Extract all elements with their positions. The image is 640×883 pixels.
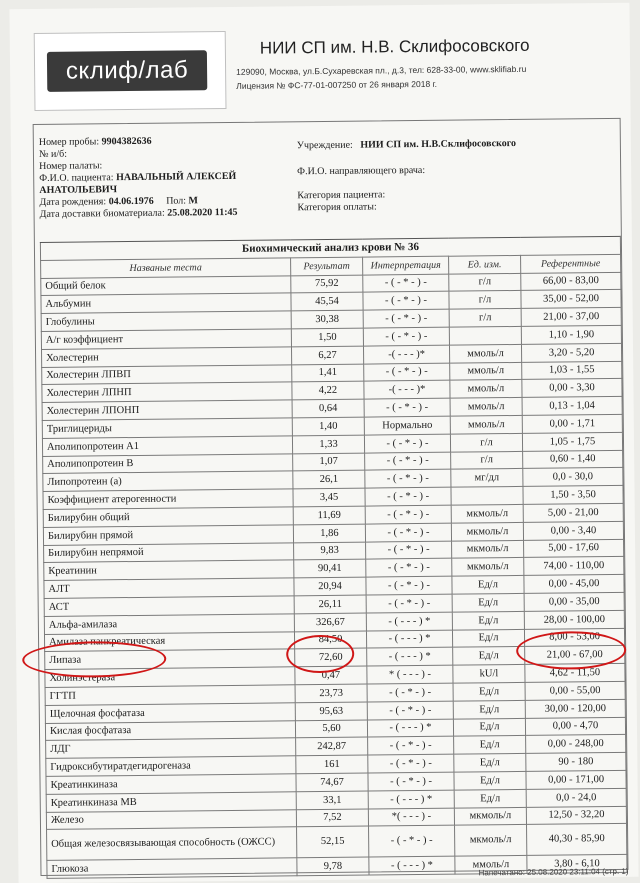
cell-interpretation: - ( - * - ) - [363, 309, 449, 328]
cell-interpretation: - ( - - - ) * [368, 790, 454, 809]
cell-test: Холестерин [42, 347, 292, 367]
logo-text: склиф/лаб [47, 50, 207, 92]
cell-unit: Ед/л [452, 593, 524, 612]
cell-interpretation: - ( - * - ) - [367, 683, 453, 702]
patient-name-line: Ф.И.О. пациента: НАВАЛЬНЫЙ АЛЕКСЕЙ [39, 170, 237, 184]
cell-interpretation: - ( - * - ) - [364, 434, 450, 453]
cell-test: Альфа-амилаза [44, 614, 294, 634]
cell-unit: Ед/л [454, 736, 526, 755]
cell-unit: Ед/л [452, 629, 524, 648]
printed-sheet [9, 3, 638, 883]
cell-reference: 40,30 - 85,90 [527, 824, 627, 856]
cell-reference: 66,00 - 83,00 [521, 272, 621, 291]
cell-test: Липаза [45, 649, 295, 669]
cell-test: ЛДГ [46, 738, 296, 758]
print-footer: Напечатано: 25.08.2020 23:11:04 (стр. 1) [478, 866, 629, 878]
cell-result: 3,45 [293, 488, 365, 507]
cell-reference: 8,00 - 53,00 [524, 628, 624, 647]
cell-result: 0,64 [292, 399, 364, 418]
cell-interpretation: - ( - * - ) - [369, 825, 455, 857]
org-address: 129090, Москва, ул.Б.Сухаревская пл., д.3, тел: 628-33-00, www.sklifiab.ru [236, 63, 527, 77]
cell-result: 52,15 [297, 826, 369, 858]
ward-line: Номер палаты: [39, 160, 103, 172]
cell-unit: ммоль/л [450, 415, 522, 434]
cell-result: 26,1 [293, 470, 365, 489]
cell-interpretation: - ( - * - ) - [366, 594, 452, 613]
cell-reference: 4,62 - 11,50 [525, 663, 625, 682]
cell-interpretation: - ( - - - ) * [369, 856, 455, 875]
cell-test: АСТ [44, 596, 294, 616]
cell-result: 1,33 [292, 435, 364, 454]
cell-result: 7,52 [296, 809, 368, 828]
org-license: Лицензия № ФС-77-01-007250 от 26 января 2018 г. [236, 78, 437, 91]
cell-result: 23,73 [295, 684, 367, 703]
cell-interpretation: Нормально [364, 416, 450, 435]
cell-interpretation: - ( - * - ) - [364, 398, 450, 417]
cell-result: 90,41 [294, 559, 366, 578]
cell-result: 26,11 [294, 595, 366, 614]
cell-interpretation: - ( - * - ) - [365, 452, 451, 471]
cell-test: Общая железосвязывающая способность (ОЖСС) [47, 827, 297, 861]
cell-unit: Ед/л [452, 576, 524, 595]
cell-reference: 90 - 180 [526, 752, 626, 771]
cell-reference: 1,03 - 1,55 [522, 361, 622, 380]
cell-unit: kU/l [453, 665, 525, 684]
cell-test: Аполипопротеин В [43, 453, 293, 473]
cell-result: 9,78 [297, 857, 369, 876]
cell-unit: Ед/л [454, 754, 526, 773]
cell-result: 1,41 [292, 364, 364, 383]
cell-test: Глюкоза [47, 858, 297, 878]
cell-reference: 0,0 - 24,0 [526, 788, 626, 807]
cell-reference: 35,00 - 52,00 [521, 290, 621, 309]
cell-test: Билирубин общий [43, 507, 293, 527]
cell-test: А/г коэффициент [41, 329, 291, 349]
cell-test: Креатинин [44, 560, 294, 580]
cell-test: Холестерин ЛПОНП [42, 400, 292, 420]
cell-test: Креатинкиназа МВ [46, 792, 296, 812]
cell-reference: 74,00 - 110,00 [524, 557, 624, 576]
cell-interpretation: *( - - - ) - [368, 808, 454, 827]
cell-test: Амилаза панкреатическая [44, 631, 294, 651]
cell-reference: 21,00 - 37,00 [521, 308, 621, 327]
col-interpretation: Интерпретация [363, 256, 449, 275]
cell-unit: мг/дл [451, 469, 523, 488]
cell-interpretation: - ( - * - ) - [363, 292, 449, 311]
cell-unit: мкмоль/л [452, 558, 524, 577]
cell-reference: 0,00 - 55,00 [525, 681, 625, 700]
col-test: Названые теста [41, 258, 291, 278]
cell-reference: 30,00 - 120,00 [525, 699, 625, 718]
cell-test: Холинэстераза [45, 667, 295, 687]
cell-interpretation: - ( - * - ) - [363, 274, 449, 293]
cell-reference: 0,00 - 3,40 [523, 521, 623, 540]
cell-test: Билирубин прямой [43, 525, 293, 545]
cell-unit [451, 487, 523, 506]
doctor-line: Ф.И.О. направляющего врача: [297, 164, 426, 178]
institution-line: Учреждение: НИИ СП им. Н.В.Склифосовского [296, 137, 517, 152]
cell-unit: ммоль/л [450, 398, 522, 417]
cell-reference: 0,00 - 1,71 [522, 414, 622, 433]
cell-unit: мкмоль/л [455, 825, 527, 857]
cell-unit: Ед/л [454, 789, 526, 808]
cell-unit: мкмоль/л [451, 504, 523, 523]
cell-test: АЛТ [44, 578, 294, 598]
cell-result: 11,69 [293, 506, 365, 525]
cell-unit: Ед/л [453, 682, 525, 701]
cell-result: 84,50 [294, 631, 366, 650]
cell-reference: 1,50 - 3,50 [523, 486, 623, 505]
cell-test: Железо [46, 809, 296, 829]
cell-result: 9,83 [294, 542, 366, 561]
cell-reference: 12,50 - 32,20 [526, 806, 626, 825]
dob-line: Дата рождения: 04.06.1976 Пол: М [39, 195, 199, 208]
cell-test: Липопротеин (а) [43, 471, 293, 491]
cell-interpretation: - ( - * - ) - [368, 736, 454, 755]
cell-reference: 5,00 - 17,60 [524, 539, 624, 558]
cell-unit: г/л [449, 273, 521, 292]
cell-test: Креатинкиназа [46, 774, 296, 794]
category-line: Категория пациента: [297, 189, 386, 202]
cell-result: 75,92 [291, 275, 363, 294]
cell-result: 33,1 [296, 791, 368, 810]
cell-reference: 0,00 - 4,70 [525, 717, 625, 736]
cell-test: Холестерин ЛПНП [42, 382, 292, 402]
cell-reference: 28,00 - 100,00 [524, 610, 624, 629]
cell-interpretation: -( - - - )* [364, 381, 450, 400]
cell-unit: Ед/л [453, 647, 525, 666]
cell-interpretation: - ( - * - ) - [367, 701, 453, 720]
cell-unit: ммоль/л [455, 856, 527, 875]
cell-unit: г/л [449, 291, 521, 310]
cell-result: 326,67 [294, 613, 366, 632]
cell-reference: 1,10 - 1,90 [521, 325, 621, 344]
cell-test: Холестерин ЛПВП [42, 364, 292, 384]
cell-interpretation: - ( - - - ) * [366, 630, 452, 649]
cell-reference: 3,80 - 6,10 [527, 855, 627, 874]
cell-unit: Ед/л [453, 718, 525, 737]
cell-reference: 3,20 - 5,20 [521, 343, 621, 362]
cell-test: ГГТП [45, 685, 295, 705]
cell-reference: 21,00 - 67,00 [525, 646, 625, 665]
cell-test: Аполипопротеин А1 [42, 436, 292, 456]
cell-reference: 0,00 - 3,30 [522, 379, 622, 398]
cell-result: 161 [296, 755, 368, 774]
cell-interpretation: * ( - - - ) - [367, 665, 453, 684]
cell-interpretation: - ( - * - ) - [365, 487, 451, 506]
cell-unit: г/л [451, 451, 523, 470]
cell-test: Билирубин непрямой [44, 542, 294, 562]
cell-unit: ммоль/л [449, 344, 521, 363]
cell-test: Щелочная фосфатаза [45, 703, 295, 723]
cell-unit: Ед/л [452, 611, 524, 630]
cell-reference: 0,00 - 45,00 [524, 575, 624, 594]
cell-test: Глобулины [41, 311, 291, 331]
cell-interpretation: - ( - * - ) - [366, 559, 452, 578]
cell-reference: 0,00 - 248,00 [526, 735, 626, 754]
cell-test: Кислая фосфатаза [45, 720, 295, 740]
logo [34, 31, 227, 111]
cell-interpretation: - ( - * - ) - [364, 363, 450, 382]
analysis-title: Биохимический анализ крови № 36 [40, 236, 620, 260]
cell-interpretation: - ( - - - ) * [367, 647, 453, 666]
cell-reference: 0,00 - 171,00 [526, 770, 626, 789]
cell-test: Коэффициент атерогенности [43, 489, 293, 509]
cell-interpretation: -( - - - )* [363, 345, 449, 364]
cell-interpretation: - ( - * - ) - [365, 470, 451, 489]
cell-interpretation: - ( - * - ) - [365, 505, 451, 524]
cell-test: Общий белок [41, 275, 291, 295]
cell-result: 242,87 [296, 737, 368, 756]
payment-line: Категория оплаты: [297, 201, 377, 214]
cell-unit: Ед/л [453, 700, 525, 719]
cell-reference: 0,0 - 30,0 [523, 468, 623, 487]
cell-result: 20,94 [294, 577, 366, 596]
col-reference: Референтные [521, 254, 621, 273]
cell-result: 30,38 [291, 310, 363, 329]
cell-unit: Ед/л [454, 771, 526, 790]
ib-line: № и/б: [38, 148, 68, 160]
cell-reference: 0,13 - 1,04 [522, 397, 622, 416]
cell-interpretation: - ( - * - ) - [368, 754, 454, 773]
cell-reference: 5,00 - 21,00 [523, 503, 623, 522]
cell-result: 72,60 [295, 648, 367, 667]
cell-unit: мкмоль/л [451, 522, 523, 541]
col-unit: Ед. изм. [449, 255, 521, 274]
cell-result: 1,40 [292, 417, 364, 436]
org-name: НИИ СП им. Н.В. Склифосовского [259, 35, 530, 58]
cell-interpretation: - ( - - - ) * [367, 719, 453, 738]
cell-reference: 0,00 - 35,00 [524, 592, 624, 611]
cell-unit: мкмоль/л [452, 540, 524, 559]
cell-interpretation: - ( - * - ) - [365, 523, 451, 542]
cell-interpretation: - ( - - - ) * [366, 612, 452, 631]
cell-unit [449, 326, 521, 345]
cell-result: 5,60 [295, 720, 367, 739]
cell-result: 95,63 [295, 702, 367, 721]
cell-unit: г/л [450, 433, 522, 452]
cell-interpretation: - ( - * - ) - [366, 541, 452, 560]
col-result: Результат [291, 257, 363, 276]
patient-name-line2: АНАТОЛЬЕВИЧ [39, 184, 118, 196]
cell-unit: ммоль/л [450, 380, 522, 399]
cell-reference: 1,05 - 1,75 [522, 432, 622, 451]
cell-result: 1,07 [293, 453, 365, 472]
delivery-line: Дата доставки биоматериала: 25.08.2020 11:45 [39, 206, 238, 220]
cell-test: Триглицериды [42, 418, 292, 438]
cell-interpretation: - ( - * - ) - [368, 772, 454, 791]
cell-reference: 0,60 - 1,40 [523, 450, 623, 469]
cell-unit: мкмоль/л [454, 807, 526, 826]
sample-line: Номер пробы: 9904382636 [38, 135, 152, 148]
cell-result: 45,54 [291, 292, 363, 311]
cell-test: Альбумин [41, 293, 291, 313]
cell-result: 1,86 [293, 524, 365, 543]
cell-result: 6,27 [291, 346, 363, 365]
cell-result: 0,47 [295, 666, 367, 685]
results-table [40, 236, 628, 879]
cell-result: 4,22 [292, 381, 364, 400]
cell-interpretation: - ( - * - ) - [363, 327, 449, 346]
cell-unit: ммоль/л [450, 362, 522, 381]
cell-interpretation: - ( - * - ) - [366, 576, 452, 595]
cell-unit: г/л [449, 309, 521, 328]
cell-result: 74,67 [296, 773, 368, 792]
cell-result: 1,50 [291, 328, 363, 347]
cell-test: Гидроксибутиратдегидрогеназа [46, 756, 296, 776]
